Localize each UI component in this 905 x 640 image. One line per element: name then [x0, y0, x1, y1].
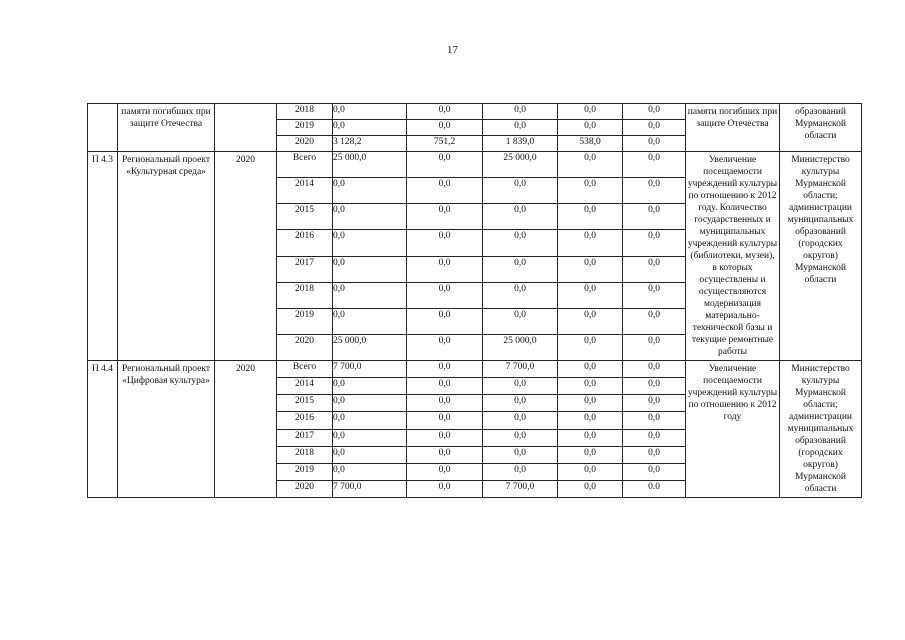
value-cell: 0,0 [483, 204, 558, 230]
value-cell: 0,0 [623, 334, 686, 360]
value-cell: 3 128,2 [333, 136, 407, 152]
value-cell: 0,0 [623, 412, 686, 429]
indicator-cell [686, 152, 780, 361]
value-cell: 0,0 [558, 361, 623, 378]
value-cell: 0,0 [558, 463, 623, 480]
year-cell: 2019 [277, 120, 333, 136]
value-cell: 0,0 [623, 178, 686, 204]
value-cell: 0,0 [333, 178, 407, 204]
value-cell: 0,0 [483, 463, 558, 480]
value-cell: 0,0 [407, 256, 483, 282]
item-term-text: 2020 [236, 155, 255, 165]
value-cell: 0,0 [623, 282, 686, 308]
value-cell: 0,0 [623, 204, 686, 230]
year-cell: 2020 [277, 480, 333, 497]
year-cell: 2017 [277, 256, 333, 282]
value-cell: 7 700,0 [483, 361, 558, 378]
value-cell: 25 000,0 [483, 334, 558, 360]
value-cell: 0,0 [483, 395, 558, 412]
year-cell: 2019 [277, 463, 333, 480]
value-cell: 0,0 [623, 463, 686, 480]
item-name-text: Региональный проект «Цифровая культура» [121, 364, 211, 386]
value-cell: 0,0 [558, 412, 623, 429]
indicator-cell-text: памяти погибших при защите Отечества [687, 107, 778, 129]
value-cell: 0,0 [558, 230, 623, 256]
value-cell: 0,0 [558, 204, 623, 230]
table-row [88, 104, 862, 120]
value-cell: 1 839,0 [483, 136, 558, 152]
year-cell: Всего [277, 152, 333, 178]
item-term [215, 104, 277, 152]
executor-cell-text: Министерство культуры Мурманской области; администрации муниципальных образований (городских округов) Мурманской области [787, 364, 854, 494]
value-cell: 0,0 [483, 446, 558, 463]
indicator-cell [686, 361, 780, 498]
value-cell: 0,0 [333, 412, 407, 429]
value-cell: 0,0 [558, 334, 623, 360]
value-cell: 0,0 [407, 334, 483, 360]
value-cell: 25 000,0 [483, 152, 558, 178]
value-cell: 0,0 [407, 104, 483, 120]
value-cell: 25 000,0 [333, 334, 407, 360]
item-name [118, 152, 215, 361]
item-name [118, 104, 215, 152]
value-cell: 0,0 [558, 480, 623, 497]
value-cell: 0,0 [333, 120, 407, 136]
table-row [88, 152, 862, 178]
value-cell: 0,0 [483, 178, 558, 204]
value-cell: 0,0 [558, 395, 623, 412]
year-cell: 2016 [277, 412, 333, 429]
item-number [88, 361, 118, 498]
value-cell: 0,0 [623, 136, 686, 152]
value-cell: 0,0 [333, 395, 407, 412]
item-number [88, 152, 118, 361]
value-cell: 0,0 [558, 104, 623, 120]
item-term [215, 152, 277, 361]
value-cell: 0,0 [333, 463, 407, 480]
year-cell: 2014 [277, 178, 333, 204]
item-number-text: П 4.3 [91, 155, 114, 165]
value-cell: 0,0 [623, 104, 686, 120]
value-cell: 0,0 [558, 378, 623, 395]
value-cell: 0,0 [333, 204, 407, 230]
value-cell: 0,0 [407, 395, 483, 412]
indicator-cell-text: Увеличение посещаемости учреждений культуры по отношению к 2012 году. Количество государственных и муниципальных учреждений культуры (библиотеки, музеи), в которых осуществлены и осуществляются модернизация материально-технической базы и текущие ремонтные работы [687, 155, 778, 357]
value-cell: 538,0 [558, 136, 623, 152]
indicator-cell-text: Увеличение посещаемости учреждений культуры по отношению к 2012 году [687, 364, 778, 422]
value-cell: 0,0 [407, 204, 483, 230]
value-cell: 0,0 [333, 256, 407, 282]
item-name-text: памяти погибших при защите Отечества [121, 107, 211, 129]
value-cell: 0,0 [623, 446, 686, 463]
item-name-text: Региональный проект «Культурная среда» [121, 155, 211, 177]
year-cell: 2016 [277, 230, 333, 256]
value-cell: 0,0 [623, 361, 686, 378]
executor-cell [780, 361, 862, 498]
value-cell: 0,0 [483, 120, 558, 136]
value-cell: 0,0 [483, 429, 558, 446]
value-cell: 0,0 [558, 178, 623, 204]
value-cell: 0,0 [623, 378, 686, 395]
year-cell: 2015 [277, 204, 333, 230]
value-cell: 0,0 [407, 308, 483, 334]
value-cell: 0,0 [407, 230, 483, 256]
value-cell: 0,0 [483, 282, 558, 308]
value-cell: 0,0 [483, 308, 558, 334]
value-cell: 0,0 [558, 256, 623, 282]
value-cell: 0,0 [483, 412, 558, 429]
item-number-text: П 4.4 [91, 364, 114, 374]
year-cell: 2019 [277, 308, 333, 334]
executor-cell-text: Министерство культуры Мурманской области; администрации муниципальных образований (городских округов) Мурманской области [787, 155, 854, 285]
value-cell: 0,0 [623, 429, 686, 446]
value-cell: 0,0 [333, 230, 407, 256]
value-cell: 0,0 [558, 308, 623, 334]
item-name [118, 361, 215, 498]
value-cell: 25 000,0 [333, 152, 407, 178]
year-cell: 2015 [277, 395, 333, 412]
value-cell: 0,0 [407, 282, 483, 308]
value-cell: 0,0 [407, 429, 483, 446]
value-cell: 0,0 [407, 463, 483, 480]
item-term-text: 2020 [236, 364, 255, 374]
value-cell: 0,0 [407, 178, 483, 204]
year-cell: 2018 [277, 446, 333, 463]
value-cell: 0,0 [558, 429, 623, 446]
value-cell: 0,0 [333, 282, 407, 308]
value-cell: 0,0 [623, 308, 686, 334]
value-cell: 0,0 [407, 412, 483, 429]
value-cell: 0,0 [483, 256, 558, 282]
value-cell: 0,0 [558, 120, 623, 136]
value-cell: 0,0 [558, 446, 623, 463]
value-cell: 0,0 [483, 378, 558, 395]
table-row [88, 361, 862, 378]
value-cell: 751,2 [407, 136, 483, 152]
executor-cell [780, 104, 862, 152]
value-cell: 0,0 [623, 230, 686, 256]
value-cell: 7 700,0 [333, 361, 407, 378]
value-cell: 0,0 [407, 446, 483, 463]
year-cell: 2020 [277, 334, 333, 360]
page-number: 17 [447, 44, 458, 56]
year-cell: 2018 [277, 104, 333, 120]
executor-cell-text: образований Мурманской области [795, 107, 846, 141]
value-cell: 0,0 [407, 361, 483, 378]
value-cell: 0,0 [623, 395, 686, 412]
year-cell: 2014 [277, 378, 333, 395]
item-number [88, 104, 118, 152]
item-term [215, 361, 277, 498]
year-cell: Всего [277, 361, 333, 378]
value-cell: 0,0 [407, 152, 483, 178]
value-cell: 0,0 [558, 152, 623, 178]
value-cell: 0,0 [333, 429, 407, 446]
value-cell: 0,0 [483, 104, 558, 120]
value-cell: 0,0 [558, 282, 623, 308]
executor-cell [780, 152, 862, 361]
value-cell: 0,0 [333, 446, 407, 463]
value-cell: 7 700,0 [483, 480, 558, 497]
value-cell: 0,0 [483, 230, 558, 256]
value-cell: 0,0 [407, 378, 483, 395]
program-table [87, 103, 862, 498]
table-body [88, 104, 862, 498]
value-cell: 0,0 [623, 120, 686, 136]
year-cell: 2020 [277, 136, 333, 152]
value-cell: 0,0 [333, 308, 407, 334]
value-cell: 0,0 [333, 378, 407, 395]
indicator-cell [686, 104, 780, 152]
value-cell: 0,0 [623, 152, 686, 178]
value-cell: 7 700,0 [333, 480, 407, 497]
value-cell: 0,0 [407, 480, 483, 497]
value-cell: 0,0 [623, 256, 686, 282]
year-cell: 2018 [277, 282, 333, 308]
value-cell: 0,0 [333, 104, 407, 120]
year-cell: 2017 [277, 429, 333, 446]
value-cell: 0,0 [407, 120, 483, 136]
value-cell: 0.0 [623, 480, 686, 497]
